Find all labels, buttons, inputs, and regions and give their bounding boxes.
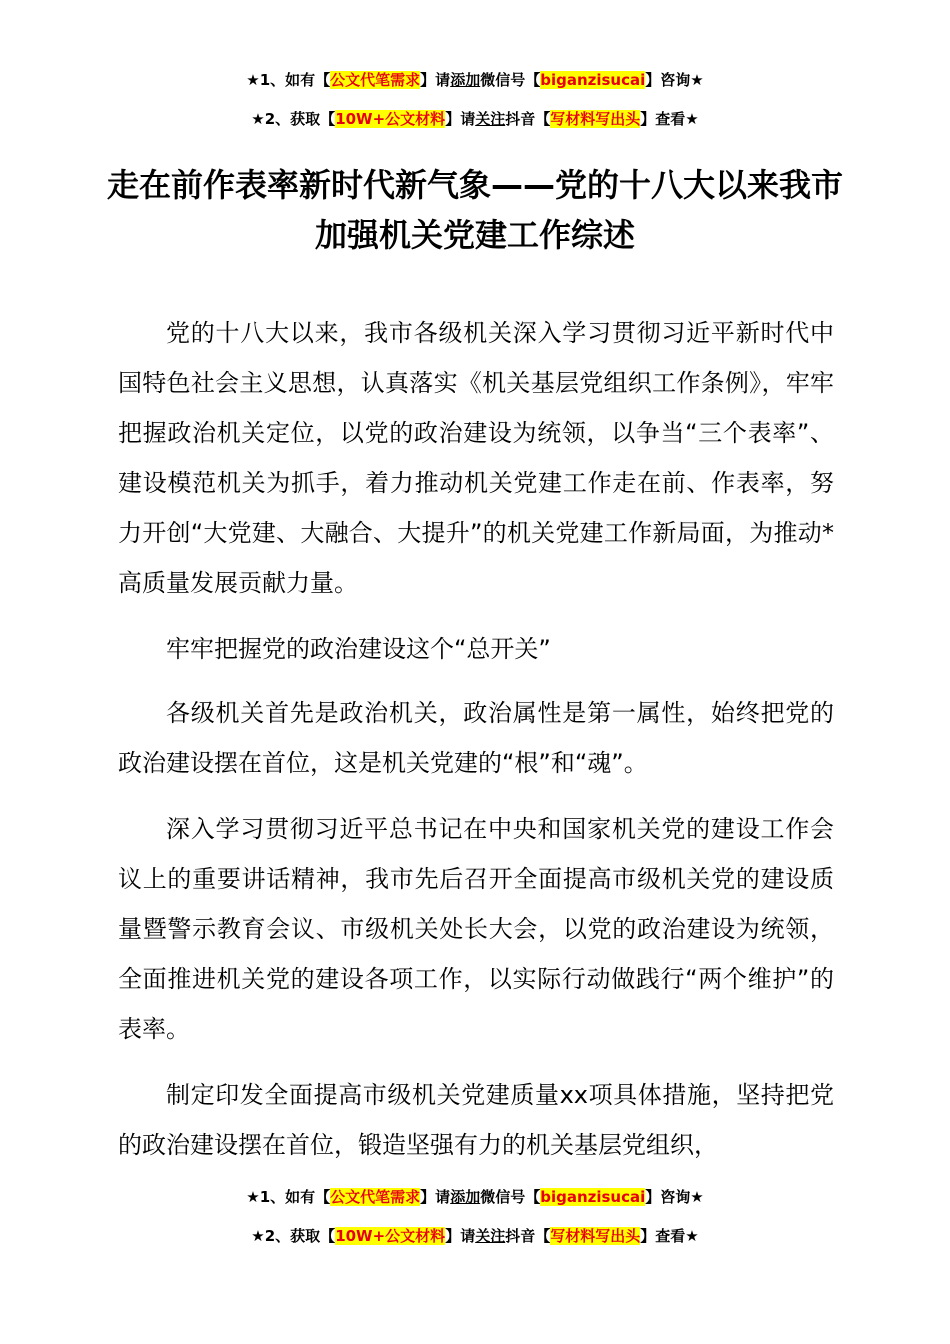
text: 微信号【 <box>480 1188 541 1206</box>
text: 】请 <box>445 1227 476 1245</box>
promo-line-2 <box>0 1226 950 1246</box>
text: 抖音【 <box>505 1227 551 1245</box>
promo-line-1 <box>0 70 950 90</box>
underlined-text: 添加 <box>450 1188 481 1206</box>
highlight-text: 公文代笔需求 <box>330 1188 421 1206</box>
document-title: 走在前作表率新时代新气象——党的十八大以来我市加强机关党建工作综述 <box>106 166 843 254</box>
text: 】咨询★ <box>645 1188 704 1206</box>
document-body <box>118 308 834 1186</box>
paragraph: 制定印发全面提高市级机关党建质量xx项具体措施，坚持把党的政治建设摆在首位，锻造坚强有力的机关基层党组织， <box>118 1081 834 1159</box>
text: 】咨询★ <box>645 71 704 89</box>
douyin-id: 写材料写出头 <box>550 110 641 128</box>
text: 】查看★ <box>640 1227 699 1245</box>
highlight-text: 公文代笔需求 <box>330 71 421 89</box>
paragraph: 各级机关首先是政治机关，政治属性是第一属性，始终把党的政治建设摆在首位，这是机关党建的“根”和“魂”。 <box>118 699 834 777</box>
douyin-id: 写材料写出头 <box>550 1227 641 1245</box>
promo-line-1 <box>0 1187 950 1207</box>
paragraph: 党的十八大以来，我市各级机关深入学习贯彻习近平新时代中国特色社会主义思想，认真落实《机关基层党组织工作条例》，牢牢把握政治机关定位，以党的政治建设为统领，以争当“三个表率”、建设模范机关为抓手，着力推动机关党建工作走在前、作表率，努力开创“大党建、大融合、大提升”的机关党建工作新局面，为推动*高质量发展贡献力量。 <box>118 319 834 597</box>
text: 】请 <box>420 71 451 89</box>
paragraph: 深入学习贯彻习近平总书记在中央和国家机关党的建设工作会议上的重要讲话精神，我市先后召开全面提高市级机关党的建设质量暨警示教育会议、市级机关处长大会，以党的政治建设为统领，全面推进机关党的建设各项工作，以实际行动做践行“两个维护”的表率。 <box>118 815 834 1043</box>
text: 】请 <box>420 1188 451 1206</box>
promo-line-2 <box>0 109 950 129</box>
underlined-text: 关注 <box>475 1227 506 1245</box>
highlight-text: 10W+公文材料 <box>335 110 446 128</box>
wechat-id: biganzisucai <box>540 1188 646 1206</box>
text: ★2、获取【 <box>251 1227 336 1245</box>
text: 】请 <box>445 110 476 128</box>
text: ★1、如有【 <box>246 1188 331 1206</box>
text: 】查看★ <box>640 110 699 128</box>
text: 抖音【 <box>505 110 551 128</box>
text: 微信号【 <box>480 71 541 89</box>
promo-banner-top <box>0 70 950 129</box>
text: ★2、获取【 <box>251 110 336 128</box>
underlined-text: 添加 <box>450 71 481 89</box>
wechat-id: biganzisucai <box>540 71 646 89</box>
text: ★1、如有【 <box>246 71 331 89</box>
highlight-text: 10W+公文材料 <box>335 1227 446 1245</box>
promo-banner-bottom <box>0 1187 950 1246</box>
section-heading: 牢牢把握党的政治建设这个“总开关” <box>166 635 551 663</box>
underlined-text: 关注 <box>475 110 506 128</box>
